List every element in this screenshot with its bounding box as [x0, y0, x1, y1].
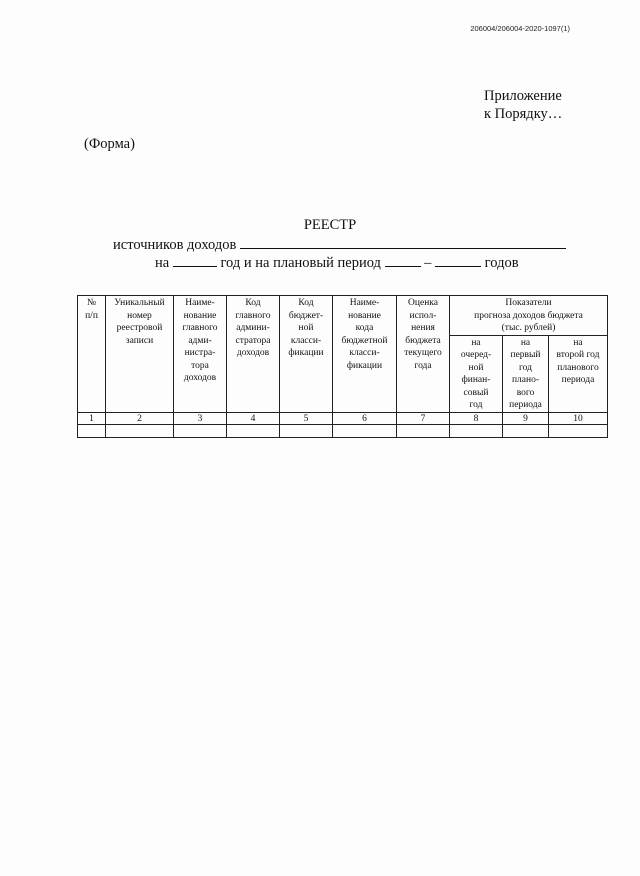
period-label: год и на плановый период: [220, 255, 381, 271]
document-id: 206004/206004-2020-1097(1): [470, 24, 570, 33]
header-admin-code: Код главного админи- стратора доходов: [235, 298, 271, 358]
header-forecast-group: Показатели прогноза доходов бюджета (тыс. рублей): [474, 298, 583, 333]
on-label: на: [155, 255, 170, 271]
header-row-1: [78, 296, 608, 336]
form-label: (Форма): [84, 136, 135, 152]
header-second-plan-year: на второй год планового периода: [556, 337, 600, 385]
header-first-plan-year: на первый год плано- вого периода: [509, 337, 542, 410]
header-cell: [503, 335, 549, 412]
column-number: 7: [397, 412, 450, 424]
header-unique-number: Уникальный номер реестровой записи: [114, 298, 165, 346]
table-cell: [174, 424, 227, 437]
column-number: 2: [106, 412, 174, 424]
appendix-note: [484, 87, 562, 123]
table-cell: [397, 424, 450, 437]
sources-label: источников доходов: [113, 237, 237, 253]
year-blank: [173, 253, 217, 267]
table-cell: [280, 424, 333, 437]
table-cell: [450, 424, 503, 437]
header-cell: [106, 296, 174, 413]
appendix-line-1: Приложение: [484, 88, 562, 104]
column-number-row: [78, 412, 608, 424]
appendix-line-2: к Порядку…: [484, 106, 563, 122]
column-number: 1: [78, 412, 106, 424]
header-group-cell: [450, 296, 608, 336]
header-number: № п/п: [85, 298, 98, 321]
subtitle-line-2: [155, 253, 519, 272]
header-execution-estimate: Оценка испол- нения бюджета текущего года: [404, 298, 442, 371]
column-number: 9: [503, 412, 549, 424]
header-cell: [280, 296, 333, 413]
header-cell: [78, 296, 106, 413]
header-budget-code-name: Наиме- нование кода бюджетной класси- фикации: [341, 298, 388, 371]
period-end-blank: [435, 253, 481, 267]
column-number: 8: [450, 412, 503, 424]
header-admin-name: Наиме- нование главного адми- нистра- тора доходов: [182, 298, 218, 383]
column-number: 5: [280, 412, 333, 424]
header-cell: [549, 335, 608, 412]
table-cell: [549, 424, 608, 437]
column-number: 4: [227, 412, 280, 424]
period-dash: –: [424, 255, 432, 271]
header-budget-code: Код бюджет- ной класси- фикации: [288, 298, 324, 358]
table-cell: [333, 424, 397, 437]
table-row: [78, 424, 608, 437]
header-cell: [333, 296, 397, 413]
header-next-year: на очеред- ной финан- совый год: [460, 337, 492, 410]
table-cell: [106, 424, 174, 437]
header-cell: [174, 296, 227, 413]
table-cell: [503, 424, 549, 437]
header-cell: [450, 335, 503, 412]
table-cell: [227, 424, 280, 437]
column-number: 10: [549, 412, 608, 424]
header-cell: [397, 296, 450, 413]
sources-blank: [240, 235, 566, 249]
years-label: годов: [484, 255, 519, 271]
table-cell: [78, 424, 106, 437]
period-start-blank: [385, 253, 421, 267]
document-title: РЕЕСТР: [303, 217, 357, 233]
header-cell: [227, 296, 280, 413]
registry-table: [77, 295, 608, 438]
column-number: 6: [333, 412, 397, 424]
subtitle-line-1: [113, 235, 566, 254]
column-number: 3: [174, 412, 227, 424]
